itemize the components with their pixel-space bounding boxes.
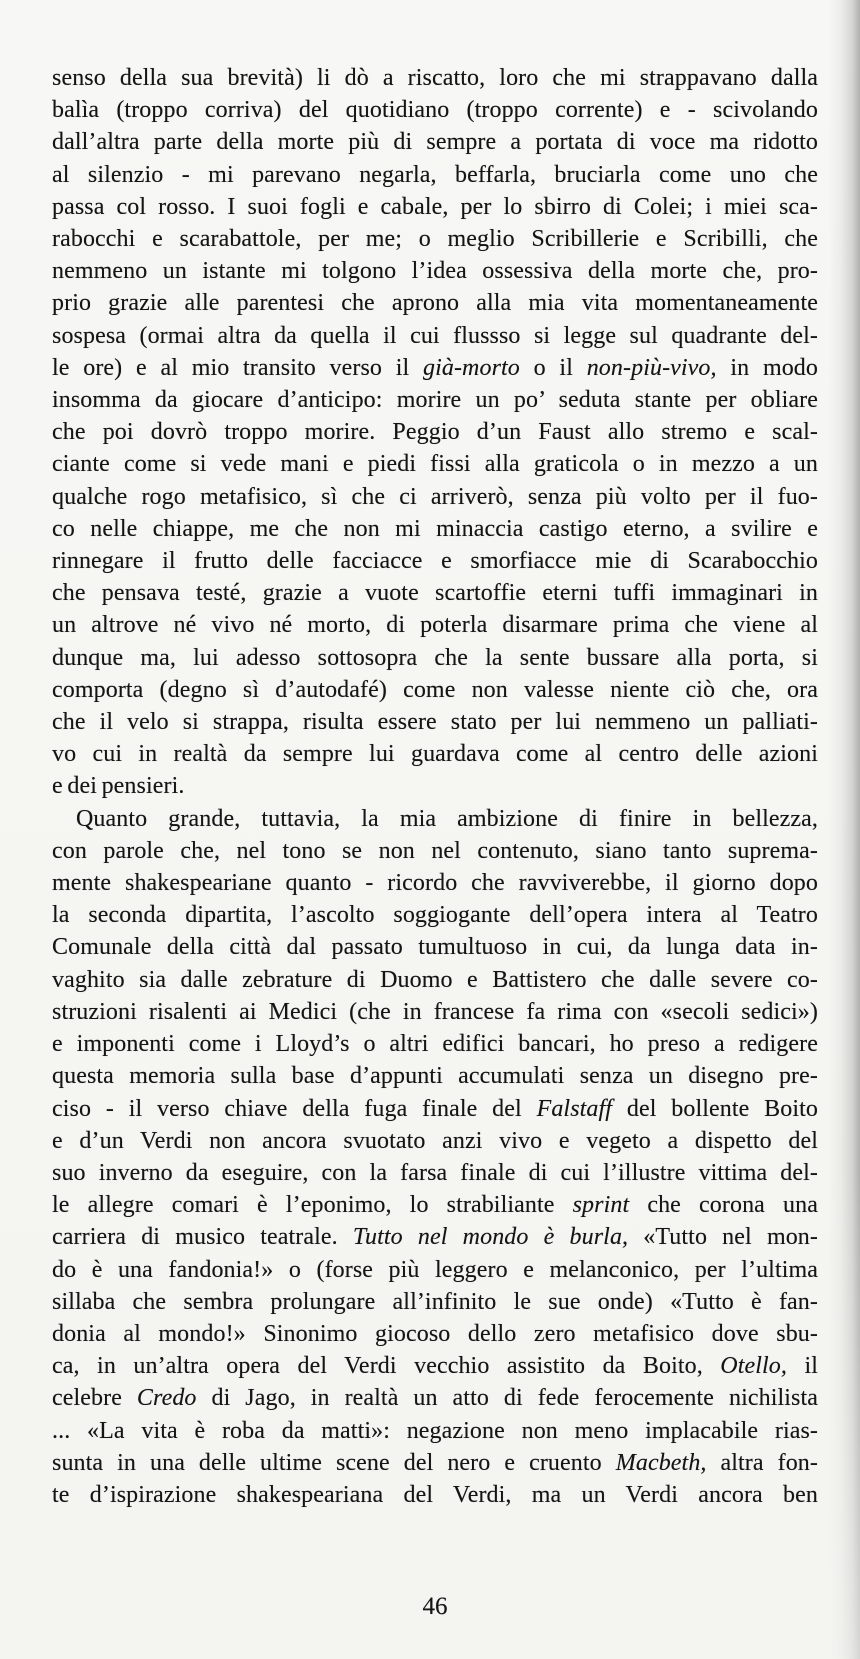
text-line: celebre Credo di Jago, in realtà un atto di fede ferocemente nichilista [52, 1385, 818, 1412]
text-line: e d’un Verdi non ancora svuotato anzi vivo e vegeto a dispetto del [52, 1127, 818, 1154]
text-line: struzioni risalenti ai Medici (che in francese fa rima con «secoli sedici») [52, 998, 818, 1025]
text-line: al silenzio - mi parevano negarla, beffarla, bruciarla come uno che [52, 161, 818, 188]
scan-edge-shadow [828, 0, 860, 1659]
text-line: questa memoria sulla base d’appunti accumulati senza un disegno pre- [52, 1063, 818, 1090]
text-line: sospesa (ormai altra da quella il cui flussso si legge sul quadrante del- [52, 322, 818, 349]
text-line: ca, in un’altra opera del Verdi vecchio assistito da Boito, Otello, il [52, 1353, 818, 1380]
page-text [52, 62, 818, 1511]
text-line: donia al mondo!» Sinonimo giocoso dello zero metafisico dove sbu- [52, 1320, 818, 1347]
text-line: suo inverno da eseguire, con la farsa finale di cui l’illustre vittima del- [52, 1159, 818, 1186]
text-line: le allegre comari è l’eponimo, lo strabiliante sprint che corona una [52, 1192, 818, 1219]
text-line: e dei pensieri. [52, 773, 185, 800]
text-line: qualche rogo metafisico, sì che ci arriverò, senza più volto per il fuo- [52, 483, 818, 510]
text-line: dall’altra parte della morte più di sempre a portata di voce ma ridotto [52, 129, 818, 156]
text-line: ... «La vita è roba da matti»: negazione non meno implacabile rias- [52, 1417, 818, 1444]
text-line: che il velo si strappa, risulta essere stato per lui nemmeno un palliati- [52, 709, 818, 736]
text-line: vaghito sia dalle zebrature di Duomo e Battistero che dalle severe co- [52, 966, 818, 993]
text-line: insomma da giocare d’anticipo: morire un po’ seduta stante per obliare [52, 387, 818, 414]
text-line: che poi dovrò troppo morire. Peggio d’un Faust allo stremo e scal- [52, 419, 818, 446]
text-line: e imponenti come i Lloyd’s o altri edifici bancari, ho preso a redigere [52, 1031, 818, 1058]
text-line: che pensava testé, grazie a vuote scartoffie eterni tuffi immaginari in [52, 580, 818, 607]
text-line: vo cui in realtà da sempre lui guardava come al centro delle azioni [52, 741, 818, 768]
text-line: Quanto grande, tuttavia, la mia ambizione di finire in bellezza, [76, 805, 818, 832]
text-line: passa col rosso. I suoi fogli e cabale, per lo sbirro di Colei; i miei sca- [52, 193, 818, 220]
text-line: co nelle chiappe, me che non mi minaccia castigo eterno, a svilire e [52, 515, 818, 542]
text-line: la seconda dipartita, l’ascolto soggiogante dell’opera intera al Teatro [52, 902, 818, 929]
text-line: ciante come si vede mani e piedi fissi alla graticola o in mezzo a un [52, 451, 818, 478]
text-line: le ore) e al mio transito verso il già-morto o il non-più-vivo, in modo [52, 354, 819, 381]
text-line: comporta (degno sì d’autodafé) come non valesse niente ciò che, ora [52, 676, 818, 703]
text-line: ciso - il verso chiave della fuga finale del Falstaff del bollente Boito [52, 1095, 818, 1122]
text-line: Comunale della città dal passato tumultuoso in cui, da lunga data in- [52, 934, 818, 961]
text-line: mente shakespeariane quanto - ricordo che ravviverebbe, il giorno dopo [52, 870, 818, 897]
text-line: prio grazie alle parentesi che aprono alla mia vita momentaneamente [52, 290, 818, 317]
text-line: con parole che, nel tono se non nel contenuto, siano tanto suprema- [52, 837, 818, 864]
text-line: sunta in una delle ultime scene del nero e cruento Macbeth, altra fon- [52, 1449, 818, 1476]
text-line: sillaba che sembra prolungare all’infinito le sue onde) «Tutto è fan- [52, 1288, 818, 1315]
text-line: senso della sua brevità) li dò a riscatto, loro che mi strappavano dalla [52, 65, 818, 91]
text-line: un altrove né vivo né morto, di poterla disarmare prima che viene al [52, 612, 818, 639]
text-line: dunque ma, lui adesso sottosopra che la sente bussare alla porta, si [52, 644, 818, 671]
text-line: te d’ispirazione shakespeariana del Verdi, ma un Verdi ancora ben [52, 1481, 818, 1508]
text-line: nemmeno un istante mi tolgono l’idea ossessiva della morte che, pro- [52, 258, 818, 285]
page-number: 46 [422, 1593, 448, 1620]
text-line: do è una fandonia!» o (forse più leggero e melanconico, per l’ultima [52, 1256, 818, 1283]
text-line: carriera di musico teatrale. Tutto nel mondo è burla, «Tutto nel mon- [52, 1224, 819, 1251]
text-line: balìa (troppo corriva) del quotidiano (troppo corrente) e - scivolando [52, 97, 818, 124]
text-line: rabocchi e scarabattole, per me; o meglio Scribillerie e Scribilli, che [52, 226, 818, 253]
text-line: rinnegare il frutto delle facciacce e smorfiacce mie di Scarabocchio [52, 548, 818, 575]
